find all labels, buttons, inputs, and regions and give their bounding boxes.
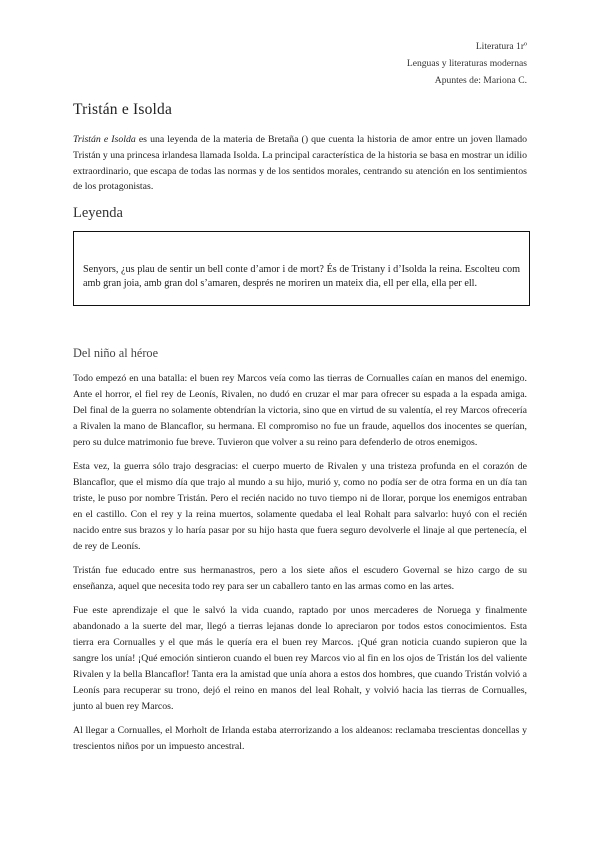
- document-title: Tristán e Isolda: [73, 101, 173, 118]
- body-paragraph-3: Tristán fue educado entre sus hermanastros, pero a los siete años el escudero Governal se hizo cargo de su enseñanza, aquel que necesita todo rey para ser un caballero tanto en las armas como en las artes.: [73, 565, 527, 592]
- body-paragraph-2: Esta vez, la guerra sólo trajo desgracias: el cuerpo muerto de Rivalen y una tristeza profunda en el corazón de Blancaflor, que el mismo día que trajo al mundo a su hijo, murió y, como no podía ser de otra forma en un día tan triste, le puso por nombre Tristán. Pero el recién nacido no tuvo tiempo ni de llorar, porque los enemigos entraban en el castillo. Con el rey y la reina muertos, solamente quedaba el leal Rohalt para salvarlo: huyó con el recién nacido entre sus brazos y lo haría pasar por su hijo hasta que fuera seguro devolverle el linaje al que pertenecía, el de rey de Leonís.: [73, 461, 527, 552]
- intro-paragraph: [73, 132, 527, 195]
- intro-text: es una leyenda de la materia de Bretaña () que cuenta la historia de amor entre un joven llamado Tristán y una princesa irlandesa llamada Isolda. La principal característica de la historia se basa en mostrar un idilio extraordinario, que escapa de todas las normas y de los sentidos morales, centrando su atención en los sentimientos de los protagonistas.: [73, 134, 528, 193]
- body-text: [73, 371, 527, 763]
- section-heading-leyenda: Leyenda: [73, 205, 123, 221]
- header-course: Literatura 1rº: [475, 41, 527, 52]
- intro-italic-title: Tristán e Isolda: [73, 134, 136, 145]
- header-author: Apuntes de: Mariona C.: [434, 75, 527, 86]
- quote-text: Senyors, ¿us plau de sentir un bell conte d’amor i de mort? És de Tristany i d’Isolda la reina. Escolteu com amb gran joia, amb gran dol s’amaren, després ne moriren un mateix dia, ell per ella, ella per ell.: [83, 264, 520, 289]
- page-header: [267, 38, 527, 89]
- body-paragraph-1: Todo empezó en una batalla: el buen rey Marcos veía como las tierras de Cornualles caían en manos del enemigo. Ante el horror, el fiel rey de Leonís, Rivalen, no dudó en cruzar el mar para ofrecer su espada a la espada amiga. Del final de la guerra no solamente obtendrían la victoria, sino que en virtud de su valentía, el rey Marcos ofrecería a Rivalen la mano de Blancaflor, su hermana. El compromiso no fue un fraude, aquellos dos inocentes se querían, pero su dulce matrimonio fue breve. Tuvieron que volver a su reino para defenderlo de otros enemigos.: [73, 373, 527, 448]
- quote-box: [73, 231, 530, 306]
- body-paragraph-4: Fue este aprendizaje el que le salvó la vida cuando, raptado por unos mercaderes de Noruega y finalmente abandonado a la suerte del mar, llegó a tierras lejanas donde lo apreciaron por todos estos conocimientos. Esta tierra era Cornualles y el que más le quería era el buen rey Marcos. ¡Qué gran noticia cuando supieron que la sangre los unía! ¡Qué emoción sintieron cuando el buen rey Marcos vio al fin en los ojos de Tristán los del valiente Rivalen y la bella Blancaflor! Tanta era la amistad que unía ahora a estos dos hombres, que cuando Tristán volvió a Leonís para recuperar su trono, dejó el reino en manos del leal Rohalt, y volvió hacia las tierras de Cornualles, junto al buen rey Marcos.: [73, 605, 527, 712]
- subsection-heading: Del niño al héroe: [73, 346, 159, 360]
- header-subject: Lenguas y literaturas modernas: [406, 58, 527, 69]
- body-paragraph-5: Al llegar a Cornualles, el Morholt de Irlanda estaba aterrorizando a los aldeanos: reclamaba trescientas doncellas y trescientos niños por un impuesto ancestral.: [73, 725, 527, 752]
